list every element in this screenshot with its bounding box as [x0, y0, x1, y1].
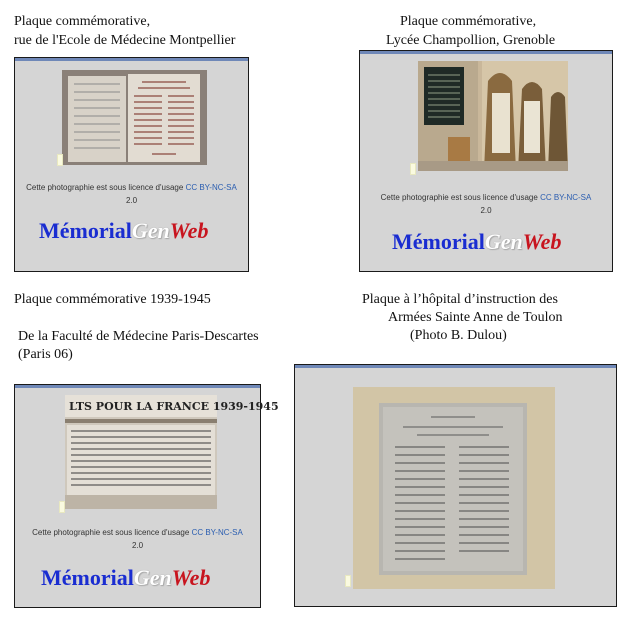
caption-montpellier-line2: rue de l'Ecole de Médecine Montpellier: [14, 33, 236, 48]
image-marker-icon: [345, 575, 351, 587]
caption-paris-line2: De la Faculté de Médecine Paris-Descartes: [18, 329, 259, 344]
image-marker-icon: [59, 501, 65, 513]
panel-top-border: [295, 365, 616, 368]
license-version: 2.0: [480, 206, 492, 215]
caption-grenoble-line1: Plaque commémorative,: [400, 14, 537, 29]
photo-plaque-paris: [65, 395, 279, 509]
caption-toulon-line3: (Photo B. Dulou): [410, 328, 507, 343]
panel-toulon: [294, 364, 617, 607]
license-note: Cette photographie est sous licence d'usage CC BY-NC-SA 2.0: [32, 528, 243, 550]
license-link[interactable]: CC BY-NC-SA: [540, 193, 592, 202]
caption-paris-line3: (Paris 06): [18, 347, 73, 362]
caption-montpellier-line1: Plaque commémorative,: [14, 14, 151, 29]
license-version: 2.0: [131, 541, 144, 550]
license-note: Cette photographie est sous licence d'usage CC BY-NC-SA 2.0: [26, 183, 237, 205]
panel-montpellier: [14, 57, 249, 272]
panel-top-border: [15, 385, 260, 388]
license-link[interactable]: CC BY-NC-SA: [185, 183, 237, 192]
panel-top-border: [15, 58, 248, 61]
caption-paris-line1: Plaque commémorative 1939-1945: [14, 292, 211, 307]
photo-plaque-toulon: [353, 387, 555, 589]
image-marker-icon: [410, 163, 416, 175]
caption-toulon-line1: Plaque à l’hôpital d’instruction des: [362, 292, 558, 307]
caption-toulon-line2: Armées Sainte Anne de Toulon: [388, 310, 563, 325]
panel-paris: [14, 384, 279, 608]
memorialgenweb-logo: MémorialGenWeb: [392, 229, 562, 254]
caption-grenoble-line2: Lycée Champollion, Grenoble: [386, 33, 556, 48]
plaque-banner-text: LTS POUR LA FRANCE 1939-1945: [69, 400, 279, 413]
panel-top-border: [360, 51, 612, 54]
memorialgenweb-logo: MémorialGenWeb: [41, 565, 211, 590]
license-note: Cette photographie est sous licence d'usage CC BY-NC-SA 2.0: [380, 193, 592, 215]
photo-plaque-grenoble: [418, 61, 568, 171]
license-link[interactable]: CC BY-NC-SA: [191, 528, 243, 537]
memorialgenweb-logo: MémorialGenWeb: [39, 218, 209, 243]
license-version: 2.0: [125, 196, 138, 205]
image-marker-icon: [57, 154, 63, 166]
photo-plaque-montpellier: [62, 70, 207, 165]
panel-grenoble: [359, 50, 613, 272]
